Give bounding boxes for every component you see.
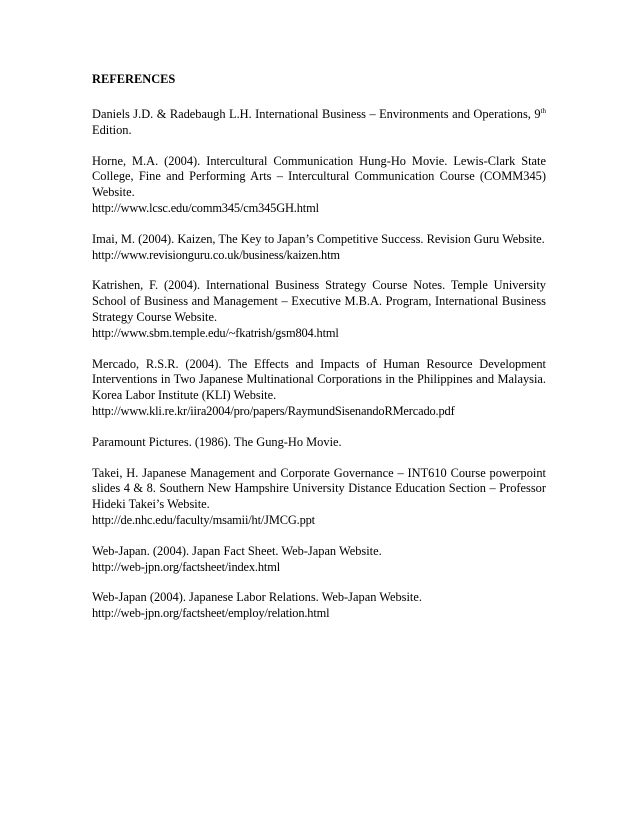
reference-text-tail: Edition. xyxy=(92,122,132,137)
reference-entry-webjapan-labor xyxy=(92,590,546,622)
reference-entry-mercado xyxy=(92,357,546,420)
reference-text: Web-Japan. (2004). Japan Fact Sheet. Web-Japan Website. xyxy=(92,543,382,558)
reference-text: Takei, H. Japanese Management and Corporate Governance – INT610 Course powerpoint slides 4 & 8. Southern New Hampshire University Distance Education Section – Professor Hideki Takei’s Website. xyxy=(92,465,546,512)
reference-entry-horne xyxy=(92,154,546,217)
references-page xyxy=(92,71,546,637)
reference-entry-daniels xyxy=(92,107,546,139)
reference-text: Paramount Pictures. (1986). The Gung-Ho Movie. xyxy=(92,434,342,449)
reference-entry-imai xyxy=(92,232,546,264)
reference-entry-paramount xyxy=(92,435,546,451)
reference-url: http://web-jpn.org/factsheet/employ/relation.html xyxy=(92,606,330,621)
reference-text-main: Daniels J.D. & Radebaugh L.H. International Business – Environments and Operations, 9 xyxy=(92,107,541,121)
page-title: REFERENCES xyxy=(92,72,176,86)
reference-text-superscript: th xyxy=(540,106,546,115)
reference-text: Katrishen, F. (2004). International Business Strategy Course Notes. Temple University School of Business and Management – Executive M.B.A. Program, International Business Strategy Course Website. xyxy=(92,278,546,324)
reference-entry-takei xyxy=(92,466,546,529)
reference-text xyxy=(92,107,546,139)
reference-url: http://www.kli.re.kr/iira2004/pro/papers/RaymundSisenandoRMercado.pdf xyxy=(92,403,455,418)
reference-text: Horne, M.A. (2004). Intercultural Communication Hung-Ho Movie. Lewis-Clark State College, Fine and Performing Arts – Intercultural Communication Course (COMM345) Website. xyxy=(92,153,546,200)
reference-text: Mercado, R.S.R. (2004). The Effects and Impacts of Human Resource Development Interventions in Two Japanese Multinational Corporations in the Philippines and Malaysia. Korea Labor Institute (KLI) Website. xyxy=(92,356,546,403)
reference-entry-katrishen xyxy=(92,278,546,341)
reference-url: http://www.revisionguru.co.uk/business/kaizen.htm xyxy=(92,247,340,262)
reference-entry-webjapan-factsheet xyxy=(92,544,546,576)
reference-url: http://www.sbm.temple.edu/~fkatrish/gsm804.html xyxy=(92,325,339,340)
reference-url: http://www.lcsc.edu/comm345/cm345GH.html xyxy=(92,200,319,215)
reference-text: Imai, M. (2004). Kaizen, The Key to Japan’s Competitive Success. Revision Guru Website. xyxy=(92,231,545,246)
reference-url: http://web-jpn.org/factsheet/index.html xyxy=(92,559,281,574)
reference-text: Web-Japan (2004). Japanese Labor Relations. Web-Japan Website. xyxy=(92,590,422,605)
reference-url: http://de.nhc.edu/faculty/msamii/ht/JMCG.ppt xyxy=(92,512,315,527)
